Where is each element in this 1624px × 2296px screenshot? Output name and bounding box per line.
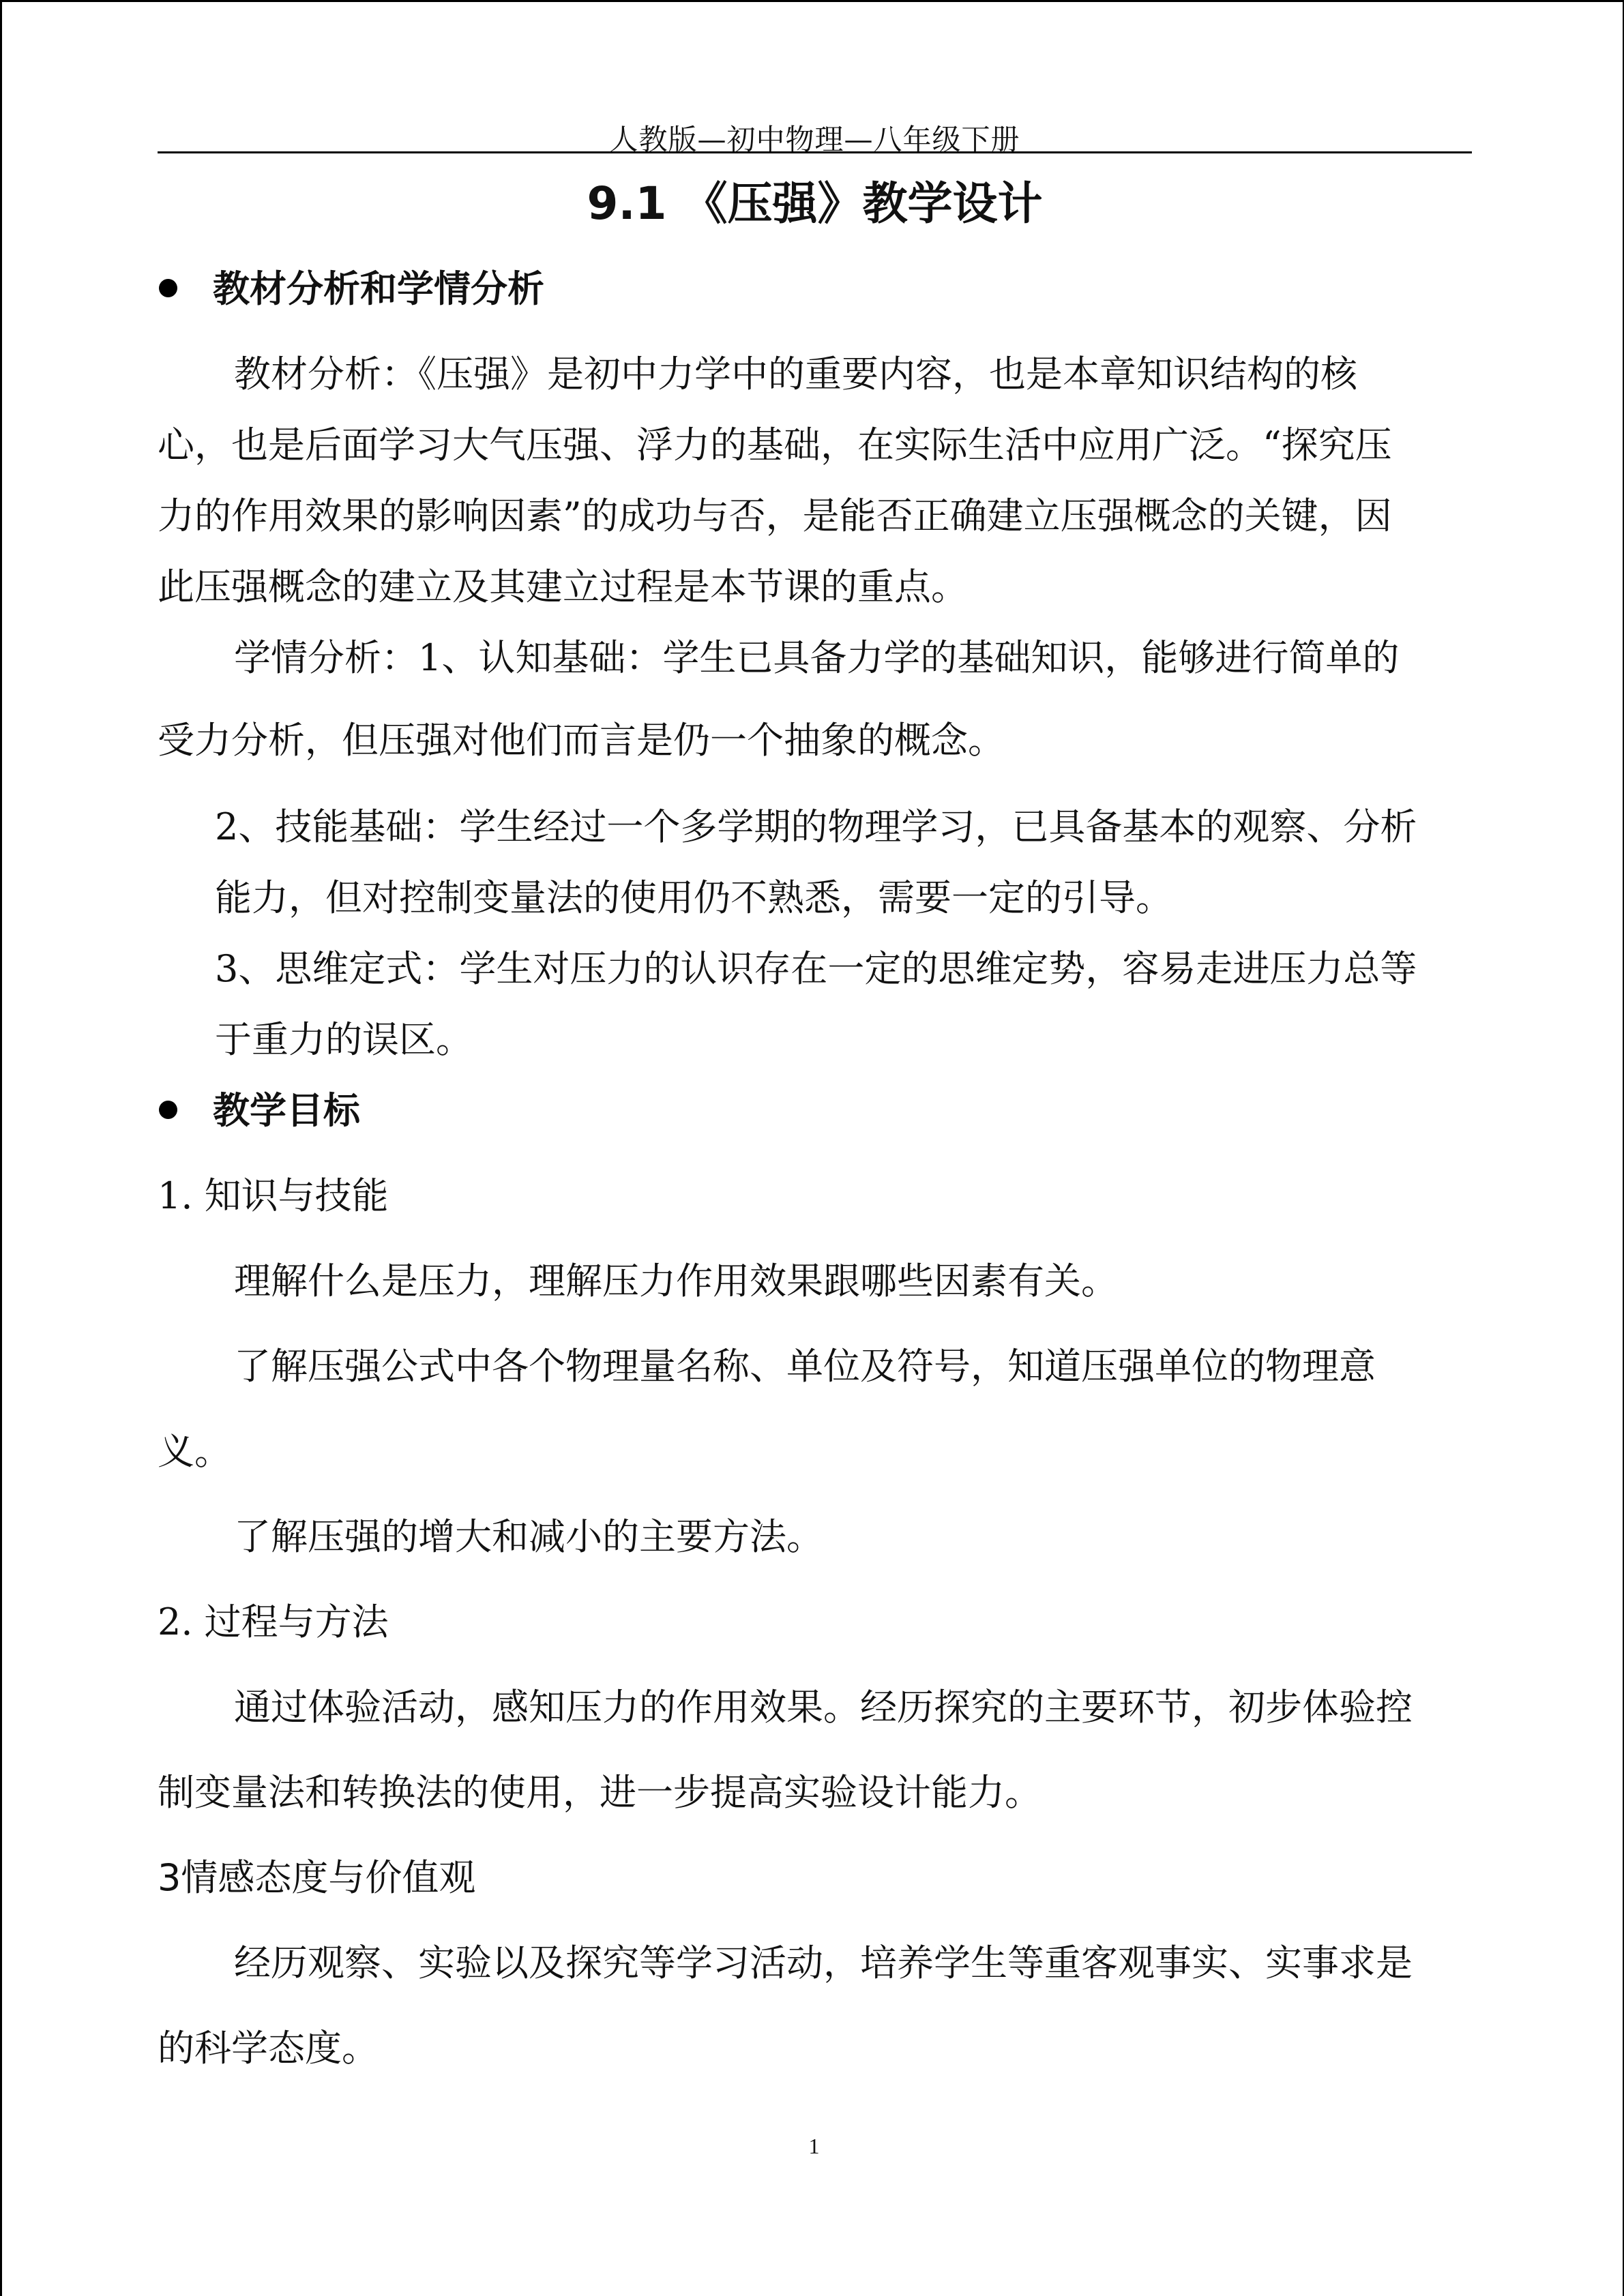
paragraph-line: 3、思维定式：学生对压力的认识存在一定的思维定势，容易走进压力总等 bbox=[215, 947, 1417, 990]
paragraph-line: 于重力的误区。 bbox=[215, 1018, 473, 1061]
paragraph-line: 经历观察、实验以及探究等学习活动，培养学生等重客观事实、实事求是 bbox=[234, 1941, 1413, 1984]
section-heading-goals bbox=[159, 1084, 360, 1138]
paragraph-line: 义。 bbox=[158, 1430, 231, 1473]
paragraph-line: 的科学态度。 bbox=[158, 2027, 379, 2070]
page-number: 1 bbox=[808, 2134, 820, 2158]
paragraph-line: 心，也是后面学习大气压强、浮力的基础，在实际生活中应用广泛。“探究压 bbox=[158, 423, 1392, 466]
paragraph-line: 受力分析，但压强对他们而言是仍一个抽象的概念。 bbox=[158, 719, 1005, 762]
running-header: 人教版—初中物理—八年级下册 bbox=[609, 123, 1020, 156]
paragraph-line: 了解压强的增大和减小的主要方法。 bbox=[234, 1515, 823, 1558]
paragraph-line: 通过体验活动，感知压力的作用效果。经历探究的主要环节，初步体验控 bbox=[234, 1686, 1413, 1729]
subheading-attitude: 3情感态度与价值观 bbox=[158, 1856, 476, 1899]
bullet-icon bbox=[159, 1101, 177, 1119]
bullet-icon bbox=[159, 279, 177, 297]
paragraph-line: 了解压强公式中各个物理量名称、单位及符号，知道压强单位的物理意 bbox=[234, 1345, 1376, 1388]
paragraph-line: 制变量法和转换法的使用，进一步提高实验设计能力。 bbox=[158, 1771, 1042, 1814]
paragraph-line: 此压强概念的建立及其建立过程是本节课的重点。 bbox=[158, 565, 968, 608]
section-heading-analysis-text: 教材分析和学情分析 bbox=[213, 267, 544, 310]
section-heading-goals-text: 教学目标 bbox=[213, 1089, 360, 1132]
paragraph-line: 能力，但对控制变量法的使用仍不熟悉，需要一定的引导。 bbox=[215, 876, 1172, 919]
header-rule bbox=[158, 151, 1472, 153]
section-heading-analysis bbox=[159, 262, 544, 316]
paragraph-line: 教材分析：《压强》是初中力学中的重要内容，也是本章知识结构的核 bbox=[234, 353, 1357, 396]
page-title: 9.1 《压强》教学设计 bbox=[587, 177, 1043, 230]
subheading-process: 2. 过程与方法 bbox=[158, 1600, 389, 1643]
paragraph-line: 理解什么是压力，理解压力作用效果跟哪些因素有关。 bbox=[234, 1259, 1118, 1302]
paragraph-line: 2、技能基础：学生经过一个多学期的物理学习，已具备基本的观察、分析 bbox=[215, 805, 1417, 848]
subheading-knowledge: 1. 知识与技能 bbox=[158, 1174, 389, 1217]
paragraph-line: 学情分析：1、认知基础：学生已具备力学的基础知识，能够进行简单的 bbox=[234, 636, 1400, 679]
paragraph-line: 力的作用效果的影响因素”的成功与否，是能否正确建立压强概念的关键，因 bbox=[158, 494, 1392, 537]
